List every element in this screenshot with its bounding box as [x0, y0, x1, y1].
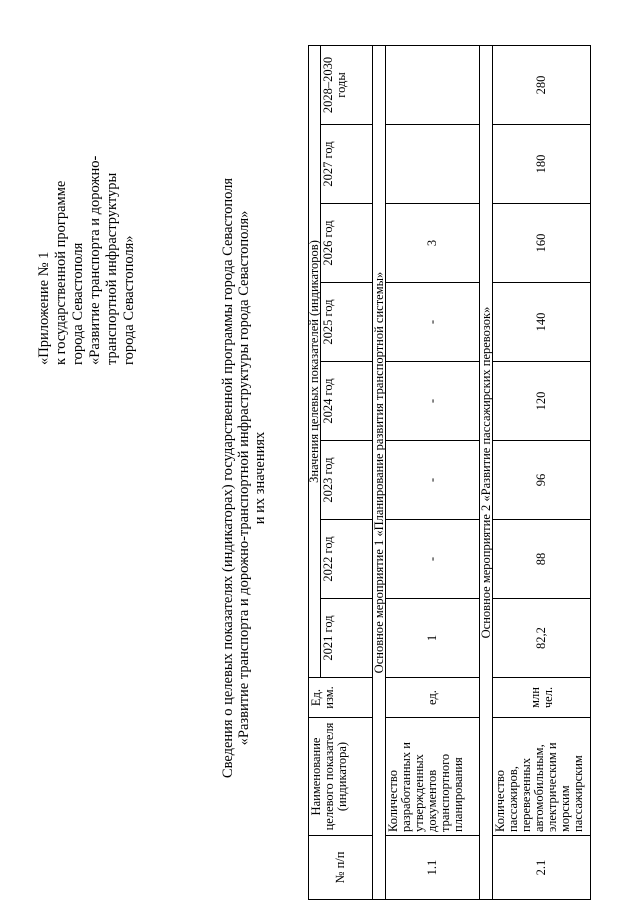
row-value: - — [386, 520, 480, 599]
row-value: - — [386, 441, 480, 520]
row-name: Количество пассажиров, перевезенных автомобильным, электрическим и морским пассажирским — [493, 718, 591, 836]
row-value: 160 — [493, 204, 591, 283]
header-year: 2025 год — [321, 283, 373, 362]
row-value: 3 — [386, 204, 480, 283]
row-name: Количество разработанных и утвержденных документов транспортного планирования — [386, 718, 480, 836]
header-row — [309, 46, 321, 900]
header-year: 2024 год — [321, 362, 373, 441]
row-value: - — [386, 283, 480, 362]
header-year: 2026 год — [321, 204, 373, 283]
row-value: 280 — [493, 46, 591, 125]
appendix-line: транспортной инфраструктуры — [104, 172, 120, 365]
heading-line: и их значениях — [252, 431, 268, 525]
header-unit: Ед. изм. — [309, 678, 373, 718]
table-row — [493, 46, 591, 900]
indicators-table — [308, 45, 591, 900]
row-value: 1 — [386, 599, 480, 678]
row-value: - — [386, 362, 480, 441]
header-values-group: Значения целевых показателей (индикаторов) — [309, 46, 321, 678]
header-year: 2027 год — [321, 125, 373, 204]
appendix-line: к государственной программе — [53, 180, 69, 365]
document-heading — [220, 98, 268, 858]
row-value: 88 — [493, 520, 591, 599]
header-year: 2028–2030 годы — [321, 46, 373, 125]
row-value: 82,2 — [493, 599, 591, 678]
table-row — [386, 46, 480, 900]
row-value: 180 — [493, 125, 591, 204]
section-title: Основное мероприятие 1 «Планирование развития транспортной системы» — [373, 46, 386, 900]
section-title: Основное мероприятие 2 «Развитие пассажирских перевозок» — [480, 46, 493, 900]
row-value — [386, 46, 480, 125]
header-year: 2022 год — [321, 520, 373, 599]
appendix-line: «Развитие транспорта и дорожно- — [87, 155, 103, 365]
row-unit: ед. — [386, 678, 480, 718]
row-unit: млн чел. — [493, 678, 591, 718]
appendix-note — [36, 35, 138, 365]
section-row — [480, 46, 493, 900]
header-year: 2021 год — [321, 599, 373, 678]
row-value — [386, 125, 480, 204]
row-value: 120 — [493, 362, 591, 441]
appendix-line: города Севастополя — [70, 242, 86, 365]
row-num: 1.1 — [386, 836, 480, 900]
row-num: 2.1 — [493, 836, 591, 900]
heading-line: Сведения о целевых показателях (индикаторах) государственной программы города Севастополя — [220, 177, 236, 779]
appendix-line: «Приложение № 1 — [36, 251, 52, 365]
row-value: 140 — [493, 283, 591, 362]
heading-line: «Развитие транспорта и дорожно-транспортной инфраструктуры города Севастополя» — [236, 210, 252, 746]
row-value: 96 — [493, 441, 591, 520]
header-name: Наименование целевого показателя (индикатора) — [309, 718, 373, 836]
header-year: 2023 год — [321, 441, 373, 520]
header-num: № п/п — [309, 836, 373, 900]
appendix-line: города Севастополя» — [121, 235, 137, 365]
section-row — [373, 46, 386, 900]
